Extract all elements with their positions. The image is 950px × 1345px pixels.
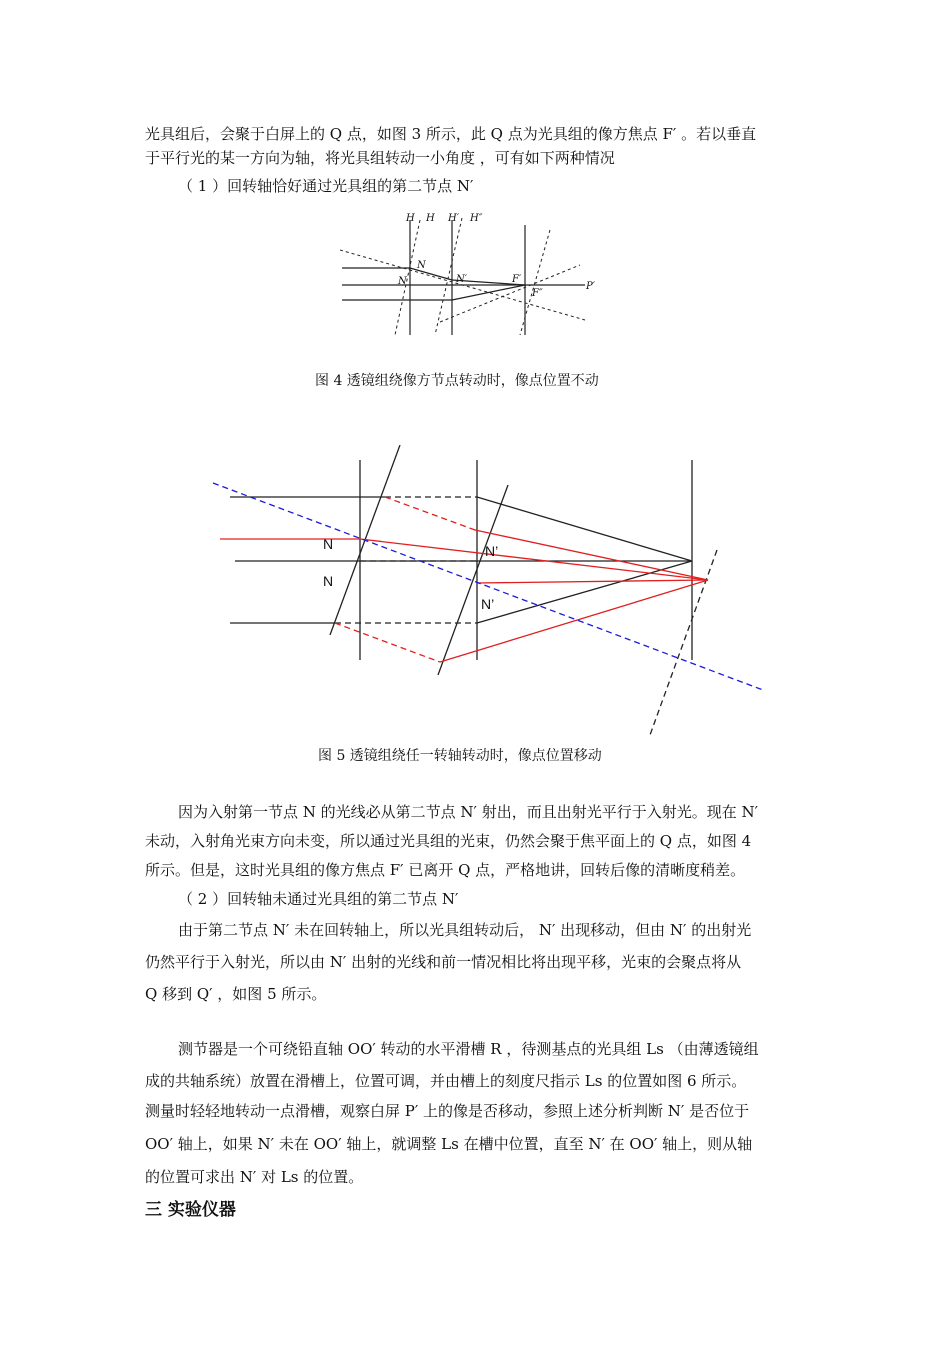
paragraph-3-line-1: 由于第二节点 N′ 未在回转轴上，所以光具组转动后， N′ 出现移动，但由 N′ 的出射光 <box>178 921 752 939</box>
section-heading: 三 实验仪器 <box>145 1200 236 1220</box>
paragraph-1-line-1: 光具组后，会聚于白屏上的 Q 点，如图 3 所示，此 Q 点为光具组的像方焦点 F′ 。若以垂直 <box>145 125 757 143</box>
paragraph-4-line-3: 测量时轻轻地转动一点滑槽，观察白屏 P′ 上的像是否移动，参照上述分析判断 N′ 是否位于 <box>145 1102 750 1120</box>
figure-4-caption: 图 4 透镜组绕像方节点转动时，像点位置不动 <box>315 373 599 389</box>
fig4-label-N1: N <box>417 260 426 271</box>
fig4-label-N3: N′ <box>456 274 468 285</box>
figure-5-caption: 图 5 透镜组绕任一转轴转动时，像点位置移动 <box>318 748 602 764</box>
case-1-heading: （ 1 ）回转轴恰好通过光具组的第二节点 N′ <box>178 177 474 195</box>
fig5-label-N-lower: N <box>323 573 334 589</box>
paragraph-4-line-1: 测节器是一个可绕铅直轴 OO′ 转动的水平滑槽 R ，待测基点的光具组 Ls （由薄透镜组 <box>178 1040 759 1058</box>
fig4-label-H1: H <box>406 213 415 224</box>
paragraph-3-line-2: 仍然平行于入射光，所以由 N′ 出射的光线和前一情况相比将出现平移，光束的会聚点将从 <box>145 953 742 971</box>
paragraph-1-line-2: 于平行光的某一方向为轴，将光具组转动一小角度 ，可有如下两种情况 <box>145 149 615 167</box>
paragraph-2-line-1: 因为入射第一节点 N 的光线必从第二节点 N′ 射出，而且出射光平行于入射光。现在 N′ <box>178 803 759 821</box>
case-2-heading: （ 2 ）回转轴未通过光具组的第二节点 N′ <box>178 890 459 908</box>
paragraph-4-line-2: 成的共轴系统）放置在滑槽上，位置可调，并由槽上的刻度尺指示 Ls 的位置如图 6 所示。 <box>145 1072 747 1090</box>
paragraph-4-line-5: 的位置可求出 N′ 对 Ls 的位置。 <box>145 1168 364 1186</box>
figure-4 <box>340 210 600 345</box>
fig4-label-P: P′ <box>586 281 595 292</box>
fig4-label-F1: F′ <box>512 274 522 285</box>
paragraph-3-line-3: Q 移到 Q′ ，如图 5 所示。 <box>145 985 327 1003</box>
paragraph-2-line-3: 所示。但是，这时光具组的像方焦点 F′ 已离开 Q 点，严格地讲，回转后像的清晰度稍差。 <box>145 861 746 879</box>
fig4-label-F2: F″ <box>532 288 543 299</box>
figure-5 <box>205 445 770 745</box>
fig4-label-N2: N <box>398 276 407 287</box>
paragraph-2-line-2: 未动，入射角光束方向未变，所以通过光具组的光束，仍然会聚于焦平面上的 Q 点，如图 4 <box>145 832 752 850</box>
fig4-label-H3: H′ <box>448 213 459 224</box>
fig5-label-Np-lower: N’ <box>481 596 495 612</box>
fig5-label-N-upper: N <box>323 536 334 552</box>
fig4-label-H4: H″ <box>470 213 483 224</box>
fig5-label-Np-upper: N’ <box>485 543 499 559</box>
paragraph-4-line-4: OO′ 轴上，如果 N′ 未在 OO′ 轴上，就调整 Ls 在槽中位置，直至 N′ 在 OO′ 轴上，则从轴 <box>145 1135 753 1153</box>
fig4-label-H2: H <box>426 213 435 224</box>
